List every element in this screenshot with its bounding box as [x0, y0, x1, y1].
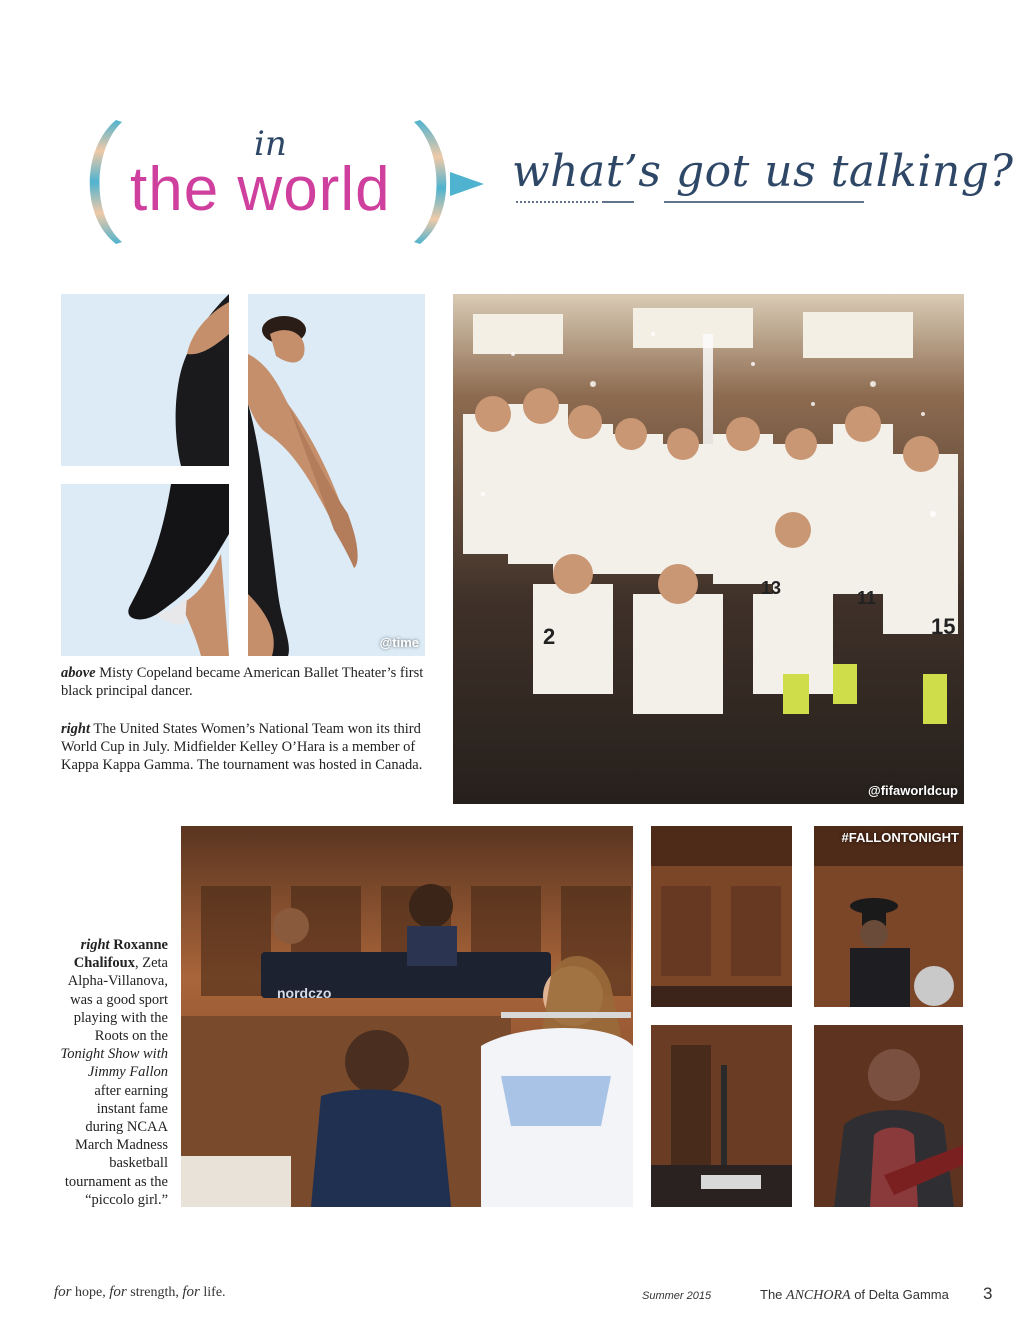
soccer-team-celebration-photo	[453, 294, 964, 804]
fallon-photo-tile-2	[814, 826, 963, 1007]
soccer-caption-text: The United States Women’s National Team won its third World Cup in July. Midfielder Kelley O’Hara is a member of Kappa Kappa Gamma. The tournament was hosted in Canada.	[61, 721, 423, 773]
fallon-tile-illustration	[814, 1025, 963, 1207]
ballet-dancer-figure-part	[61, 294, 229, 466]
footer-mag-anchora: ANCHORA	[786, 1288, 851, 1303]
footer-for-2: for	[109, 1284, 127, 1300]
soccer-team-illustration	[453, 294, 964, 804]
ballet-dancer-figure	[248, 294, 425, 656]
fallon-tile-illustration	[651, 826, 792, 1007]
soccer-photo-credit: @fifaworldcup	[868, 783, 958, 798]
ballet-caption	[61, 664, 441, 700]
header-in-word: in	[254, 124, 287, 164]
ballet-caption-lead: above	[61, 665, 96, 681]
right-parenthesis-arrow-graphic	[410, 118, 490, 246]
soccer-caption	[61, 720, 441, 774]
header-the-world: the world	[130, 155, 391, 224]
fallon-caption-text2: after earning instant fame during NCAA March Madness basketball tournament as the “piccolo girl.”	[64, 1082, 168, 1208]
ballet-photo-right	[248, 294, 425, 656]
left-parenthesis-graphic	[86, 118, 126, 246]
fallon-caption	[58, 936, 168, 1209]
ballet-dancer-figure-part	[61, 484, 229, 656]
fallon-band-illustration	[181, 826, 633, 1207]
footer-strength: strength,	[126, 1285, 183, 1300]
header-underline-decoration	[514, 196, 874, 208]
footer-season: Summer 2015	[642, 1290, 712, 1302]
page-number: 3	[983, 1284, 993, 1303]
fallon-caption-name: Roxanne Chalifoux	[73, 937, 168, 972]
ballet-photo-credit: @time	[379, 635, 419, 650]
fallon-caption-text1: , Zeta Alpha-Villanova, was a good sport playing with the Roots on the	[67, 955, 168, 1045]
footer-hope: hope,	[71, 1285, 110, 1300]
ballet-photo-bottom-left	[61, 484, 229, 656]
jersey-number-15: 15	[931, 614, 956, 639]
fallon-tile-illustration	[814, 826, 963, 1007]
footer-life: life.	[199, 1285, 226, 1300]
fallon-tile-illustration	[651, 1025, 792, 1207]
fallon-photo-tile-1	[651, 826, 792, 1007]
fallon-band-main-photo	[181, 826, 633, 1207]
fallon-photo-credit: #FALLONTONIGHT	[841, 830, 959, 845]
footer-magazine-title	[760, 1287, 949, 1304]
jersey-number-2: 2	[543, 624, 556, 649]
fallon-photo-tile-4	[814, 1025, 963, 1207]
ballet-photo-top-left	[61, 294, 229, 466]
fallon-caption-show: Tonight Show with Jimmy Fallon	[60, 1046, 168, 1081]
footer-mag-the: The	[760, 1287, 787, 1302]
footer-for-3: for	[182, 1284, 200, 1300]
jersey-number-13: 13	[761, 578, 782, 598]
footer-motto	[54, 1284, 226, 1301]
jersey-number-11: 11	[857, 588, 877, 608]
header-whats-got-us-talking: what’s got us talking?	[512, 146, 1014, 197]
footer-mag-rest: of Delta Gamma	[850, 1287, 949, 1302]
footer-for-1: for	[54, 1284, 72, 1300]
fallon-photo-tile-3	[651, 1025, 792, 1207]
soccer-caption-lead: right	[61, 721, 91, 737]
fallon-caption-lead: right	[80, 937, 110, 953]
ballet-caption-text: Misty Copeland became American Ballet Theater’s first black principal dancer.	[61, 665, 424, 699]
keyboard-brand-label: nordczo	[277, 985, 332, 1001]
